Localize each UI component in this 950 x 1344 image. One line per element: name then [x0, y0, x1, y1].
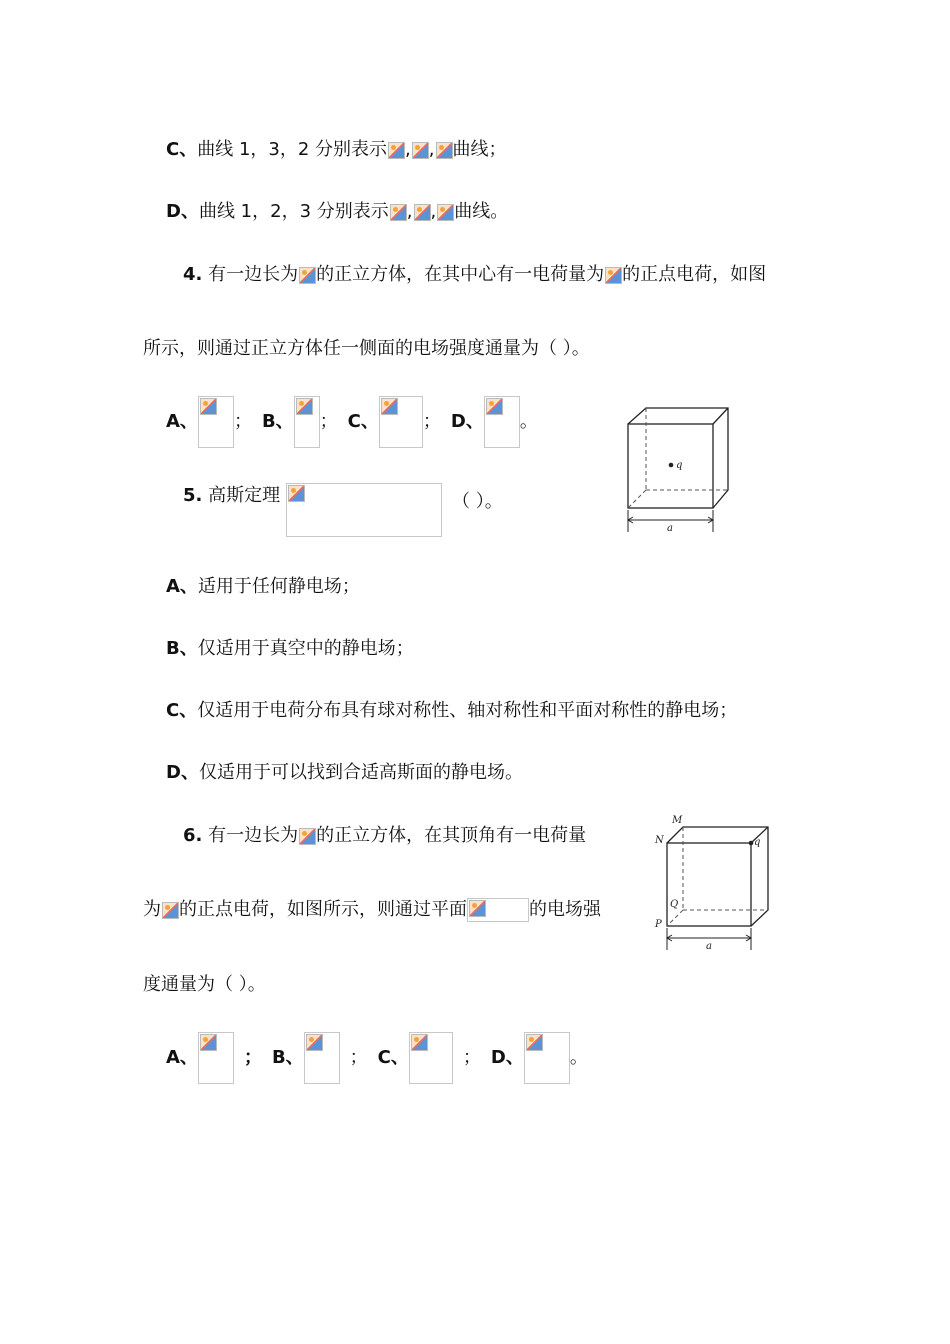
question-text: 的正立方体，在其中心有一电荷量为	[316, 264, 605, 285]
option-text: 曲线；	[452, 139, 507, 160]
q3-option-d: D、曲线 1，2，3 分别表示 , , 曲线。	[166, 201, 509, 222]
vertex-label-p: P	[655, 919, 662, 930]
question-text: 的电场强	[529, 899, 601, 920]
formula-image-icon	[161, 901, 179, 919]
option-sep: 。	[569, 1047, 588, 1068]
option-sep: ；	[243, 1047, 262, 1068]
option-text: 仅适用于可以找到合适高斯面的静电场。	[198, 762, 523, 783]
vertex-label-q: Q	[670, 899, 679, 910]
cube-corner-charge-figure	[650, 810, 780, 955]
q5-option-c	[166, 699, 737, 723]
option-label: B、	[271, 1047, 304, 1068]
formula-image-icon	[435, 141, 453, 159]
question-text: 的正点电荷，如图所示，则通过平面	[179, 899, 467, 920]
option-label: D、	[166, 762, 199, 783]
q6-stem-line1	[183, 824, 586, 848]
dimension-label: a	[667, 523, 673, 534]
option-label: C、	[377, 1047, 409, 1068]
option-sep: 。	[519, 411, 538, 432]
gauss-law-formula-image-icon	[286, 483, 442, 537]
question-number: 6.	[183, 825, 203, 846]
q4-stem-line1	[183, 263, 766, 287]
formula-image-icon	[389, 203, 407, 221]
question-text: 的正立方体，在其顶角有一电荷量	[316, 825, 587, 846]
q5-option-d	[166, 761, 523, 785]
question-text: 有一边长为	[208, 264, 299, 285]
q6-stem-line3: 度通量为（ ）。	[143, 974, 266, 995]
q5-option-b	[166, 637, 414, 661]
option-label: C、	[347, 411, 379, 432]
option-label: B、	[261, 411, 294, 432]
option-text: 适用于任何静电场；	[197, 576, 360, 597]
option-formula-image-icon	[379, 396, 423, 448]
option-label: A、	[166, 411, 198, 432]
option-formula-image-icon	[198, 1032, 234, 1084]
option-sep: ；	[319, 411, 338, 432]
q4-stem-line2: 所示，则通过正立方体任一侧面的电场强度通量为（ ）。	[143, 338, 590, 359]
option-sep: ；	[233, 411, 252, 432]
question-number: 5.	[183, 485, 203, 506]
option-sep: ；	[349, 1047, 368, 1068]
formula-image-icon	[411, 141, 429, 159]
point-charge-dot	[669, 463, 674, 468]
option-label: B、	[166, 638, 198, 659]
point-charge-dot	[749, 841, 754, 846]
formula-image-icon	[604, 266, 622, 284]
question-text: 的正点电荷，如图	[622, 264, 767, 285]
option-label: A、	[166, 1047, 198, 1068]
option-label: D、	[450, 411, 484, 432]
option-text: 曲线 1，3，2 分别表示	[197, 139, 388, 160]
option-formula-image-icon	[294, 396, 320, 448]
option-text: 曲线。	[454, 201, 509, 222]
formula-image-icon	[298, 827, 316, 845]
charge-label: q	[676, 460, 683, 471]
option-sep: ；	[462, 1047, 481, 1068]
option-text: 曲线 1，2，3 分别表示	[198, 201, 389, 222]
option-text: 仅适用于真空中的静电场；	[197, 638, 414, 659]
option-formula-image-icon	[484, 396, 520, 448]
q5-stem-tail: （ ）。	[452, 491, 503, 512]
option-formula-image-icon	[198, 396, 234, 448]
option-sep: ；	[422, 411, 441, 432]
q6-options	[166, 1032, 588, 1084]
question-text: 为	[143, 899, 161, 920]
option-label: C、	[166, 700, 198, 721]
plane-formula-image-icon	[467, 898, 529, 922]
vertex-label-m: M	[672, 815, 683, 826]
cube-center-charge-figure	[620, 400, 740, 540]
q3-option-c: C、曲线 1，3，2 分别表示 , , 曲线；	[166, 139, 507, 160]
q6-stem-line2	[143, 898, 601, 922]
q4-options	[166, 396, 538, 448]
formula-image-icon	[413, 203, 431, 221]
option-formula-image-icon	[409, 1032, 453, 1084]
question-number: 4.	[183, 264, 203, 285]
option-label: A、	[166, 576, 198, 597]
q5-stem	[183, 484, 280, 508]
formula-image-icon	[436, 203, 454, 221]
question-text: 高斯定理	[208, 485, 281, 506]
option-formula-image-icon	[524, 1032, 570, 1084]
option-label: D、	[166, 201, 199, 222]
option-label: C、	[166, 139, 198, 160]
formula-image-icon	[387, 141, 405, 159]
dimension-label: a	[706, 941, 712, 952]
option-label: D、	[490, 1047, 524, 1068]
option-formula-image-icon	[304, 1032, 340, 1084]
q5-option-a	[166, 575, 360, 599]
option-text: 仅适用于电荷分布具有球对称性、轴对称性和平面对称性的静电场；	[197, 700, 738, 721]
question-text: 有一边长为	[208, 825, 299, 846]
formula-image-icon	[298, 266, 316, 284]
charge-label: q	[754, 837, 761, 848]
vertex-label-n: N	[655, 835, 664, 846]
